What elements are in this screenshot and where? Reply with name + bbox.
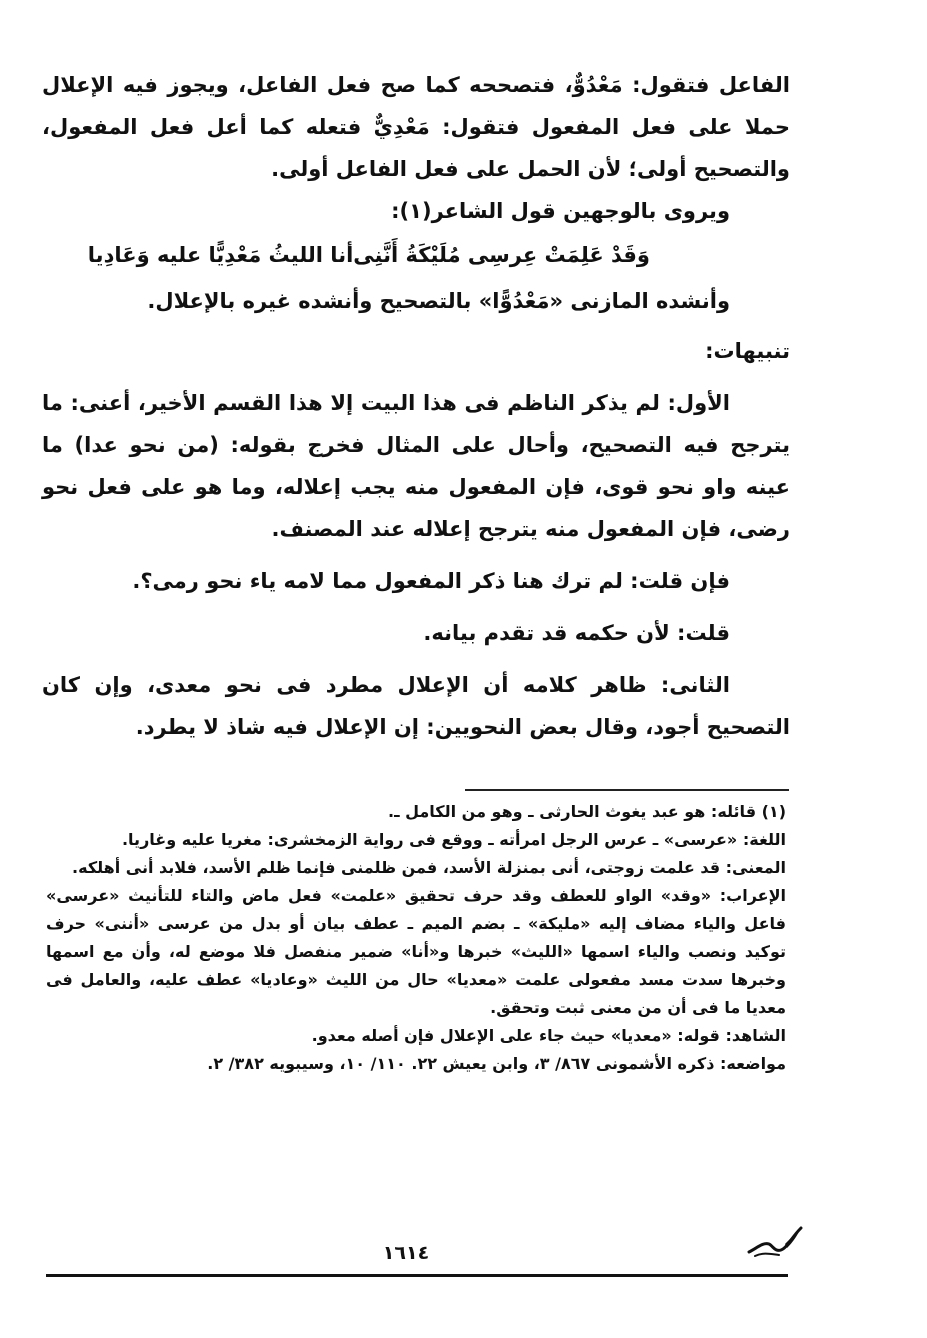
page-number: ١٦١٤: [382, 1242, 430, 1264]
paragraph-mazini: وأنشده المازنى «مَعْدُوًّا» بالتصحيح وأنشده غيره بالإعلال.: [147, 289, 730, 313]
paragraph-question: فإن قلت: لم ترك هنا ذكر المفعول مما لامه ياء نحو رمى؟.: [132, 569, 730, 593]
poetry-verse: [42, 234, 790, 276]
footnote-sayer: (١) قائله: هو عبد يغوث الحارثى ـ وهو من الكامل ـ.: [387, 802, 786, 821]
paragraph-poet-intro: ويروى بالوجهين قول الشاعر(١):: [391, 199, 730, 223]
main-text: [42, 64, 790, 748]
paragraph-second-note: الثانى: ظاهر كلامه أن الإعلال مطرد فى نحو معدى، وإن كان التصحيح أجود، وقال بعض النحويين: إن الإعلال فيه شاذ لا يطرد.: [42, 673, 790, 739]
footnote-parsing: الإعراب: «وقد» الواو للعطف وقد حرف تحقيق «علمت» فعل ماض والتاء للتأنيث «عرسى» فاعل والياء مضاف إليه «مليكة» ـ بضم الميم ـ عطف بيان أو بدل من عرسى «أننى» حرف توكيد ونصب والياء اسمها «الليث» خبرها و«أنا» ضمير منفصل فلا موضع له، وأن مع اسمها وخبرها سدت مسد مفعولى علمت «معديا» حال من الليث «وعاديا» عطف عليه، والعامل فى معديا ما فى أن من معنى ثبت وتحقق.: [46, 886, 786, 1017]
footnote-meaning: المعنى: قد علمت زوجتى، أنى بمنزلة الأسد، فمن ظلمنى فإنما ظلم الأسد، فلابد أنى أهلكه.: [72, 858, 786, 877]
page-bottom-rule: [46, 1274, 788, 1277]
quill-logo-icon: [745, 1222, 805, 1262]
footnote-evidence: الشاهد: قوله: «معديا» حيث جاء على الإعلال فإن أصله معدو.: [311, 1026, 786, 1045]
paragraph-answer: قلت: لأن حكمه قد تقدم بيانه.: [423, 621, 730, 645]
footnote-separator: [465, 789, 789, 791]
paragraph-continuation: الفاعل فتقول: مَعْدُوٌّ، فتصححه كما صح فعل الفاعل، ويجوز فيه الإعلال حملا على فعل المفعول فتقول: مَعْدِيٌّ فتعله كما أعل فعل المفعول، والتصحيح أولى؛ لأن الحمل على فعل الفاعل أولى.: [42, 73, 790, 181]
verse-second-hemistich: أنا الليثُ مَعْدِيًّا عليه وَعَادِيا: [87, 243, 354, 267]
section-heading: تنبيهات:: [705, 339, 790, 363]
footnote-language: اللغة: «عرسى» ـ عرس الرجل امرأته ـ ووقع فى رواية الزمخشرى: مغريا عليه وغاريا.: [121, 830, 786, 849]
verse-first-hemistich: وَقَدْ عَلِمَتْ عِرسِى مُلَيْكَةُ أَنَّنِى: [353, 243, 650, 267]
footnote-sources: مواضعه: ذكره الأشمونى ٨٦٧/ ٣، وابن يعيش ٢٢. ١١٠/ ١٠، وسيبويه ٣٨٢/ ٢.: [207, 1054, 786, 1073]
paragraph-first-note: الأول: لم يذكر الناظم فى هذا البيت إلا هذا القسم الأخير، أعنى: ما يترجح فيه التصحيح، وأحال على المثال فخرج بقوله: (من نحو عدا) ما عينه واو نحو قوى، فإن المفعول منه يجب إعلاله، وما هو على فعل نحو رضى، فإن المفعول منه يترجح إعلاله عند المصنف.: [42, 391, 790, 541]
footnotes: [46, 798, 786, 1078]
